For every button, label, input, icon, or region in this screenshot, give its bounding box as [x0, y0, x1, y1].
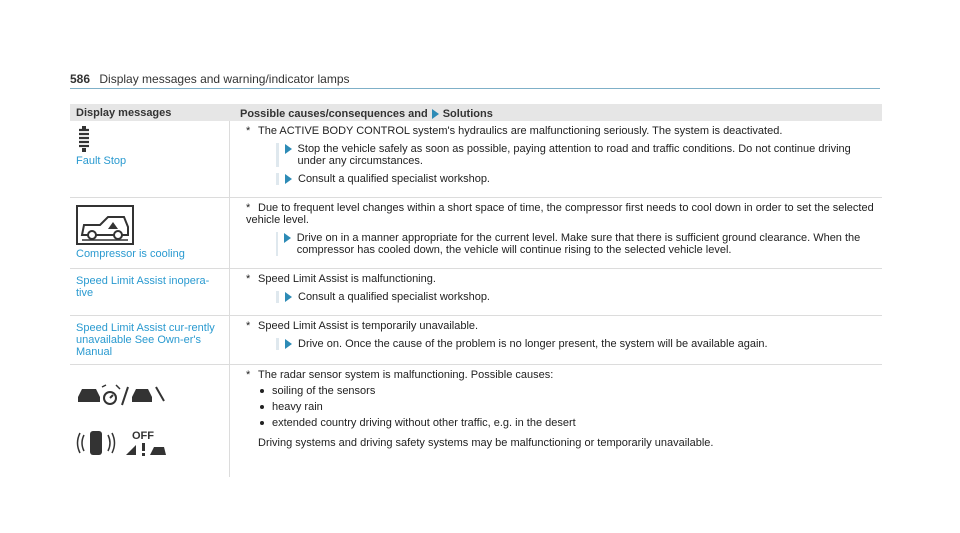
cause-text: Speed Limit Assist is temporarily unavailable. [258, 320, 479, 332]
causes-cell: * Due to frequent level changes within a short space of time, the compressor first needs to cool down in order to set the selected vehicle level. Drive on in a manner appropriate for the current level. Make sure that there is sufficient ground clearance. When the compressor has cooled down, the vehicle will continue rising to the selected vehicle level. [230, 198, 882, 268]
assist-warning-icon [126, 443, 166, 456]
page-title: Display messages and warning/indicator lamps [99, 72, 350, 86]
message-cell [70, 365, 230, 477]
message-cell [70, 198, 230, 268]
list-item: extended country driving without other traffic, e.g. in the desert [260, 417, 876, 429]
causes-cell: * The ACTIVE BODY CONTROL system's hydraulics are malfunctioning seriously. The system is deactivated. Stop the vehicle safely as soon as possible, paying attention to road and traffic conditions. Do not continue driving under any circumstances. Consult a qualified specialist workshop. [230, 121, 882, 197]
table-row [70, 316, 882, 365]
table-header [70, 104, 882, 121]
solution-step: Drive on. Once the cause of the problem is no longer present, the system will be available again. [276, 338, 816, 350]
message-label: Speed Limit Assist inopera-tive [76, 275, 210, 299]
table-row [70, 121, 882, 198]
message-cell [70, 269, 230, 315]
list-item: soiling of the sensors [260, 385, 876, 397]
message-cell [70, 121, 230, 197]
arrow-right-icon [285, 292, 292, 302]
suspension-spring-icon [76, 125, 225, 155]
radar-sensor-icons [76, 375, 176, 465]
causes-cell: * Speed Limit Assist is malfunctioning. Consult a qualified specialist workshop. [230, 269, 882, 315]
table-row [70, 198, 882, 269]
page-number: 586 [70, 72, 91, 86]
note-text: Driving systems and driving safety systems may be malfunctioning or temporarily unavailable. [258, 437, 714, 449]
arrow-right-icon [432, 109, 439, 119]
col-header-causes: Possible causes/consequences and Solutions [240, 108, 493, 120]
off-label: OFF [132, 430, 154, 442]
table-row [70, 269, 882, 316]
causes-cell: * Speed Limit Assist is temporarily unavailable. Drive on. Once the cause of the problem is no longer present, the system will be available again. [230, 316, 882, 364]
solution-step: Consult a qualified specialist workshop. [276, 291, 876, 303]
causes-cell: * The radar sensor system is malfunctioning. Possible causes: soiling of the sensors heavy rain extended country driving without other traffic, e.g. in the desert Driving systems and driving safety systems may be malfunctioning or temporarily unavailable. [230, 365, 882, 477]
col-header-messages: Display messages [76, 107, 172, 119]
cause-text: The radar sensor system is malfunctioning. Possible causes: [258, 369, 554, 381]
solution-step: Consult a qualified specialist workshop. [276, 173, 876, 185]
arrow-right-icon [284, 233, 291, 243]
cause-text: The ACTIVE BODY CONTROL system's hydraulics are malfunctioning seriously. The system is deactivated. [258, 125, 783, 137]
vehicle-ahead-icon [132, 387, 164, 402]
cause-text: Due to frequent level changes within a short space of time, the compressor first needs to cool down in order to set the selected vehicle level. [246, 202, 874, 226]
message-label: Fault Stop [76, 155, 127, 167]
display-messages-table [70, 104, 882, 477]
vehicle-level-icon [76, 202, 225, 248]
page-header [70, 72, 350, 86]
arrow-right-icon [285, 339, 292, 349]
header-divider [70, 88, 880, 89]
radar-car-icon [78, 385, 120, 404]
list-item: heavy rain [260, 401, 876, 413]
cause-text: Speed Limit Assist is malfunctioning. [258, 273, 436, 285]
message-label: Speed Limit Assist cur-rently unavailable See Own-er's Manual [76, 322, 215, 358]
solution-step: Drive on in a manner appropriate for the current level. Make sure that there is sufficient ground clearance. When the compressor has cooled down, the vehicle will continue rising to the selected vehicle level. [276, 232, 876, 256]
table-row [70, 365, 882, 477]
solution-step: Stop the vehicle safely as soon as possible, paying attention to road and traffic conditions. Do not continue driving under any circumstances. [276, 143, 876, 167]
message-cell [70, 316, 230, 364]
message-label: Compressor is cooling [76, 248, 185, 260]
arrow-right-icon [285, 174, 292, 184]
parking-sensor-icon [78, 431, 115, 455]
arrow-right-icon [285, 144, 292, 154]
